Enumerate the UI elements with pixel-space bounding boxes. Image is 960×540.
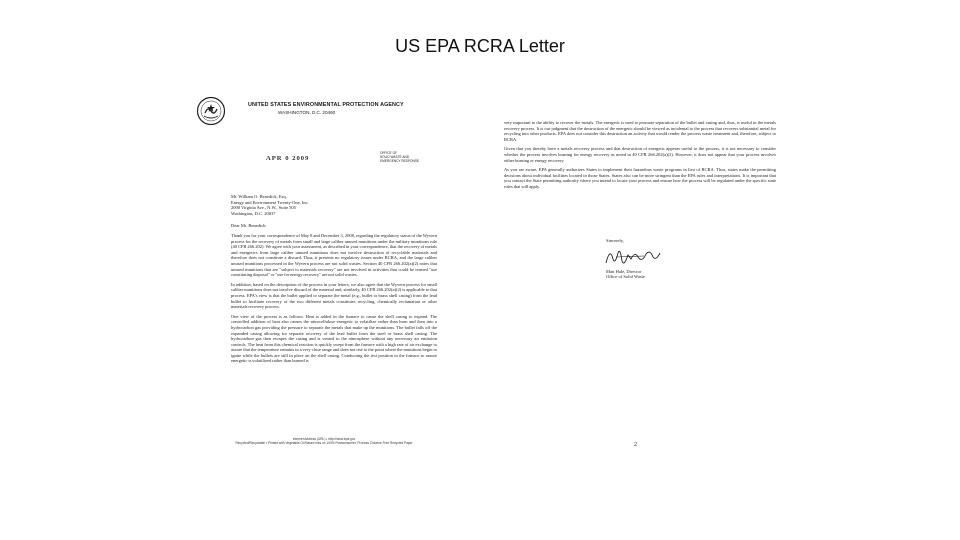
office-line: OFFICE OF	[380, 151, 397, 155]
signer-name: Matt Hale, Director	[606, 268, 642, 274]
footer-line: Internet Address (URL) • http://www.epa.gov	[292, 437, 356, 441]
recipient-address	[231, 194, 381, 216]
signature-icon	[604, 245, 662, 269]
address-line: Energy and Environment Twenty-One, Inc.	[231, 199, 309, 205]
agency-name: UNITED STATES ENVIRONMENTAL PROTECTION AGENCY	[248, 102, 404, 108]
letter-footer	[206, 437, 442, 445]
signature-block	[606, 238, 726, 280]
body-paragraph: Given that you thereby have a metals recovery process and that destruction of energetic appears useful to the process, it is not necessary to consider whether the process involves burning for energy recovery as noted in 40 CFR 266.202(a)(2). However, it does not appear that your process involves either burning or energy recovery.	[504, 146, 776, 163]
letter-body-page-2	[504, 120, 776, 194]
letter-body-page-1	[231, 233, 437, 368]
epa-seal-icon	[196, 96, 226, 126]
address-line: Washington, D.C. 20037	[231, 210, 276, 216]
letter-page-1	[196, 96, 442, 452]
slide-title: US EPA RCRA Letter	[395, 36, 565, 56]
body-paragraph: One view of the process is as follows. Heat is added in the furnace to cause the shell casing to expand. The controlled addition of heat also causes the nitrocellulose energetic to volatilize rather than burn and then into a hydrocarbon gas providing the pressure to separate the metals that make up the munitions. The bullet falls off the expanded casing allowing for separate recovery of the lead bullet from the steel or brass shell casing. The hydrocarbon gas then escapes the casing and is vented to the atmosphere without any necessary air emission controls. The heat from this chemical reaction is quickly swept from the furnace with a high rate of air exchange to assure that the temperature remains in a very close range and does not rise to the point where the munitions begin to ignite while the bullets are still in place on the shell casing. Conducting the test position in the furnace to assure energetic is volatilized rather than burned is	[231, 313, 437, 364]
salutation: Dear Mr. Benedick:	[231, 223, 267, 228]
address-line: Mr. William O. Benedick, Esq.	[231, 194, 287, 199]
page-number: 2	[634, 442, 637, 448]
body-paragraph: very important to the ability to recover the metals. The energetic is used to promote separation of the bullet and casing and, thus, is useful in the metals recovery process. It is our judgment that the destruction of the energetic should be viewed as incidental to the process that recovers substantial metal for recycling into other products. EPA does not consider this destruction an activity that would render the process waste treatment and, therefore, subject to RCRA.	[504, 120, 776, 142]
office-line: EMERGENCY RESPONSE	[380, 158, 420, 163]
letter-date: APR 0 2009	[266, 155, 310, 162]
letter-page-2	[504, 96, 776, 452]
office-block	[380, 152, 428, 163]
body-paragraph: As you are aware, EPA generally authorizes States to implement their hazardous waste programs in lieu of RCRA. Thus, states make the permitting decisions about individual facilities located in those States. States also can be more stringent than the EPA rules and interpretations. It is important that you contact the State permitting authority where you intend to locate your process and ensure how the process will be regulated under the specific state rules that will apply.	[504, 167, 776, 189]
body-paragraph: Thank you for your correspondence of May 8 and December 3, 2008, regarding the regulatory status of the Wyvern process for the recovery of metals from small and large caliber unused munitions under the military munitions rule (40 CFR 266.202). We agree with your assessment, as described in your correspondence, that the recovery of metals and energetics from large caliber unused munitions does not involve destruction of recyclable materials and therefore does not constitute a discard. Thus, it presents no regulatory issues under RCRA, and the large caliber unused munitions processed in the Wyvern process are not solid wastes. Section 40 CFR 266.202(a)(2) notes that unused munitions that are "subject to materials recovery" are not involved in activities that could be termed "use constituting disposal" or "use for energy recovery" are not solid wastes.	[231, 233, 437, 278]
agency-city: WASHINGTON, D.C. 20460	[278, 110, 336, 115]
closing: Sincerely,	[606, 238, 624, 243]
address-line: 2000 Virginia Ave., N.W., Suite 505	[231, 205, 296, 211]
footer-line: Recycled/Recyclable • Printed with Vegetable Oil Based Inks on 100% Postconsumer, Process Chlorine Free Recycled Paper	[235, 441, 413, 445]
signer-title: Office of Solid Waste	[606, 274, 645, 280]
office-line: SOLID WASTE AND	[380, 154, 410, 159]
body-paragraph: In addition, based on the description of the process in your letters, we also agree that the Wyvern process for small caliber munitions does not involve discard of the material and, similarly, 40 CFR 266.202(a)(2) is applicable to that process. EPA's view is that the bullet applied to separate the metal (e.g., bullet or brass shell casing) from the lead bullet to facilitate recovery of the two different metals constitutes recycling, chemically reclamation or other materials recovery process.	[231, 281, 437, 310]
